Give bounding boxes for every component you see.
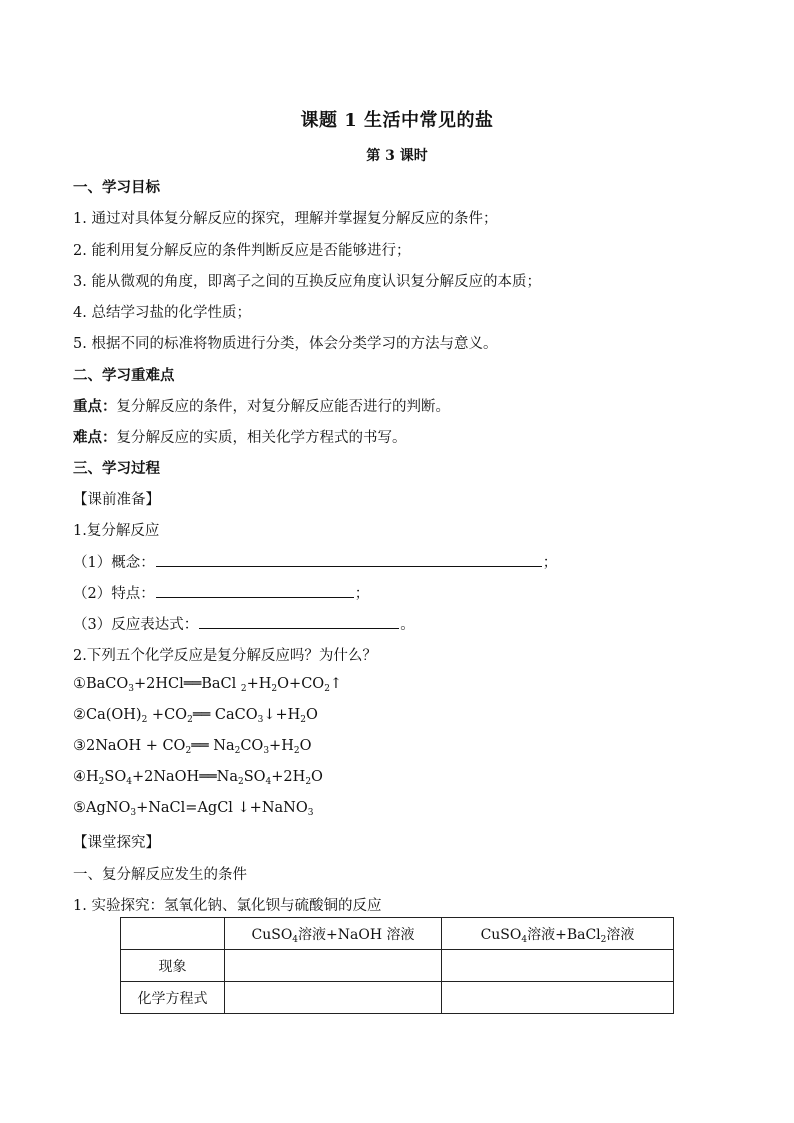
feature-blank[interactable]: [156, 583, 354, 598]
question-2: 2.下列五个化学反应是复分解反应吗？为什么？: [73, 648, 377, 664]
subscript: 4: [126, 777, 132, 787]
formula-part: ══ Na: [191, 738, 235, 754]
subscript: 4: [265, 777, 272, 787]
formula-part: +2H: [271, 769, 306, 785]
subscript: 2: [300, 715, 307, 725]
formula-part: ↑: [329, 676, 343, 692]
goal-item-1: 1. 通过对具体复分解反应的探究，理解并掌握复分解反应的条件；: [73, 211, 498, 227]
class-inquiry-heading: 【课堂探究】: [73, 835, 160, 851]
formula-part: +NaCl=AgCl ↓+NaNO: [136, 800, 308, 816]
expression-line: [73, 613, 415, 634]
header-text: 溶液+BaCl: [527, 926, 601, 943]
table-header-naoh: [225, 918, 442, 950]
formula-part: AgNO: [86, 800, 131, 816]
subscript: 2: [324, 684, 330, 694]
page-subtitle: 第 3 课时: [366, 148, 428, 164]
formula-part: SO: [104, 769, 127, 785]
concept-blank[interactable]: [156, 552, 542, 567]
section-heading-goals: 一、学习目标: [73, 179, 160, 196]
subscript: 2: [293, 746, 300, 756]
formula-part: +2HCl══BaCl: [134, 676, 241, 692]
subscript: 3: [128, 684, 135, 694]
subscript: 2: [187, 715, 193, 725]
subscript: 2: [234, 746, 241, 756]
reaction-number: ④: [73, 769, 86, 785]
header-text: 溶液+NaOH 溶液: [298, 926, 415, 943]
key-point-label: 重点：: [73, 398, 117, 415]
subscript: 3: [130, 808, 137, 818]
subscript: 2: [185, 746, 192, 756]
table-cell-input[interactable]: [225, 950, 442, 982]
goal-item-4: 4. 总结学习盐的化学性质；: [73, 305, 251, 321]
header-text: CuSO: [480, 926, 522, 943]
formula-part: ↓+H: [263, 707, 301, 723]
reaction-2: [73, 707, 318, 723]
subscript: 4: [292, 934, 299, 945]
feature-label: （2）特点：: [73, 586, 155, 602]
reaction-number: ⑤: [73, 800, 86, 816]
concept-label: （1）概念：: [73, 555, 155, 571]
table-row-phenomenon: [121, 950, 674, 982]
key-point-text: 复分解反应的条件，对复分解反应能否进行的判断。: [116, 399, 450, 415]
header-text: 溶液: [606, 926, 635, 943]
goal-item-3: 3. 能从微观的角度，即离子之间的互换反应角度认识复分解反应的本质；: [73, 274, 541, 290]
formula-part: O+CO: [277, 676, 325, 692]
reaction-number: ③: [73, 738, 86, 754]
goal-item-2: 2. 能利用复分解反应的条件判断反应是否能够进行；: [73, 243, 411, 259]
page-title: 课题 1 生活中常见的盐: [300, 110, 494, 131]
subscript: 3: [263, 746, 270, 756]
section-heading-process: 三、学习过程: [73, 460, 160, 477]
experiment-table: [120, 917, 674, 1014]
formula-part: +H: [246, 676, 272, 692]
concept-end: ；: [542, 555, 558, 571]
key-point-line: [73, 395, 450, 416]
subscript: 2: [240, 684, 247, 694]
section-heading-keypoints: 二、学习重难点: [73, 367, 175, 384]
prep-heading: 【课前准备】: [73, 492, 160, 508]
reaction-4: [73, 769, 323, 785]
subscript: 3: [307, 808, 314, 818]
feature-line: [73, 582, 369, 603]
reaction-5: [73, 800, 313, 816]
table-header-row: [121, 918, 674, 950]
experiment-heading: 1. 实验探究：氢氧化钠、氯化钡与硫酸铜的反应: [73, 898, 382, 914]
expression-end: 。: [400, 617, 415, 633]
formula-part: Ca(OH): [86, 707, 142, 723]
reaction-number: ②: [73, 707, 86, 723]
row-label-phenomenon: 现象: [121, 950, 225, 982]
difficult-point-text: 复分解反应的实质，相关化学方程式的书写。: [116, 430, 407, 446]
table-cell-input[interactable]: [442, 982, 674, 1014]
subscript: 2: [98, 777, 105, 787]
subsection-heading: 一、复分解反应发生的条件: [73, 867, 247, 883]
formula-part: 2NaOH + CO: [86, 738, 186, 754]
table-cell-input[interactable]: [225, 982, 442, 1014]
table-cell-input[interactable]: [442, 950, 674, 982]
subscript: 2: [305, 777, 312, 787]
formula-part: ══ CaCO: [192, 707, 258, 723]
table-header-bacl2: [442, 918, 674, 950]
difficult-point-label: 难点：: [73, 429, 117, 446]
subscript: 2: [600, 934, 607, 945]
subscript: 2: [271, 684, 278, 694]
reaction-number: ①: [73, 676, 86, 692]
header-text: CuSO: [251, 926, 293, 943]
subscript: 4: [521, 934, 528, 945]
reaction-1: [73, 676, 342, 692]
expression-blank[interactable]: [199, 614, 399, 629]
goal-item-5: 5. 根据不同的标准将物质进行分类，体会分类学习的方法与意义。: [73, 336, 498, 352]
formula-part: O: [311, 769, 323, 785]
question-1: 1.复分解反应: [73, 523, 160, 539]
row-label-equation: 化学方程式: [121, 982, 225, 1014]
feature-end: ；: [354, 586, 370, 602]
formula-part: +2NaOH══Na: [131, 769, 238, 785]
formula-part: SO: [243, 769, 266, 785]
subscript: 3: [257, 715, 264, 725]
subscript: 2: [237, 777, 244, 787]
difficult-point-line: [73, 426, 407, 447]
expression-label: （3）反应表达式：: [73, 617, 199, 633]
subscript: 2: [141, 715, 148, 725]
reaction-3: [73, 738, 311, 754]
concept-line: [73, 551, 557, 572]
formula-part: H: [86, 769, 99, 785]
formula-part: +H: [269, 738, 294, 754]
table-row-equation: [121, 982, 674, 1014]
formula-part: CO: [240, 738, 264, 754]
formula-part: BaCO: [86, 676, 129, 692]
formula-part: +CO: [147, 707, 188, 723]
formula-part: O: [299, 738, 312, 754]
table-corner-cell: [121, 918, 225, 950]
formula-part: O: [306, 707, 318, 723]
